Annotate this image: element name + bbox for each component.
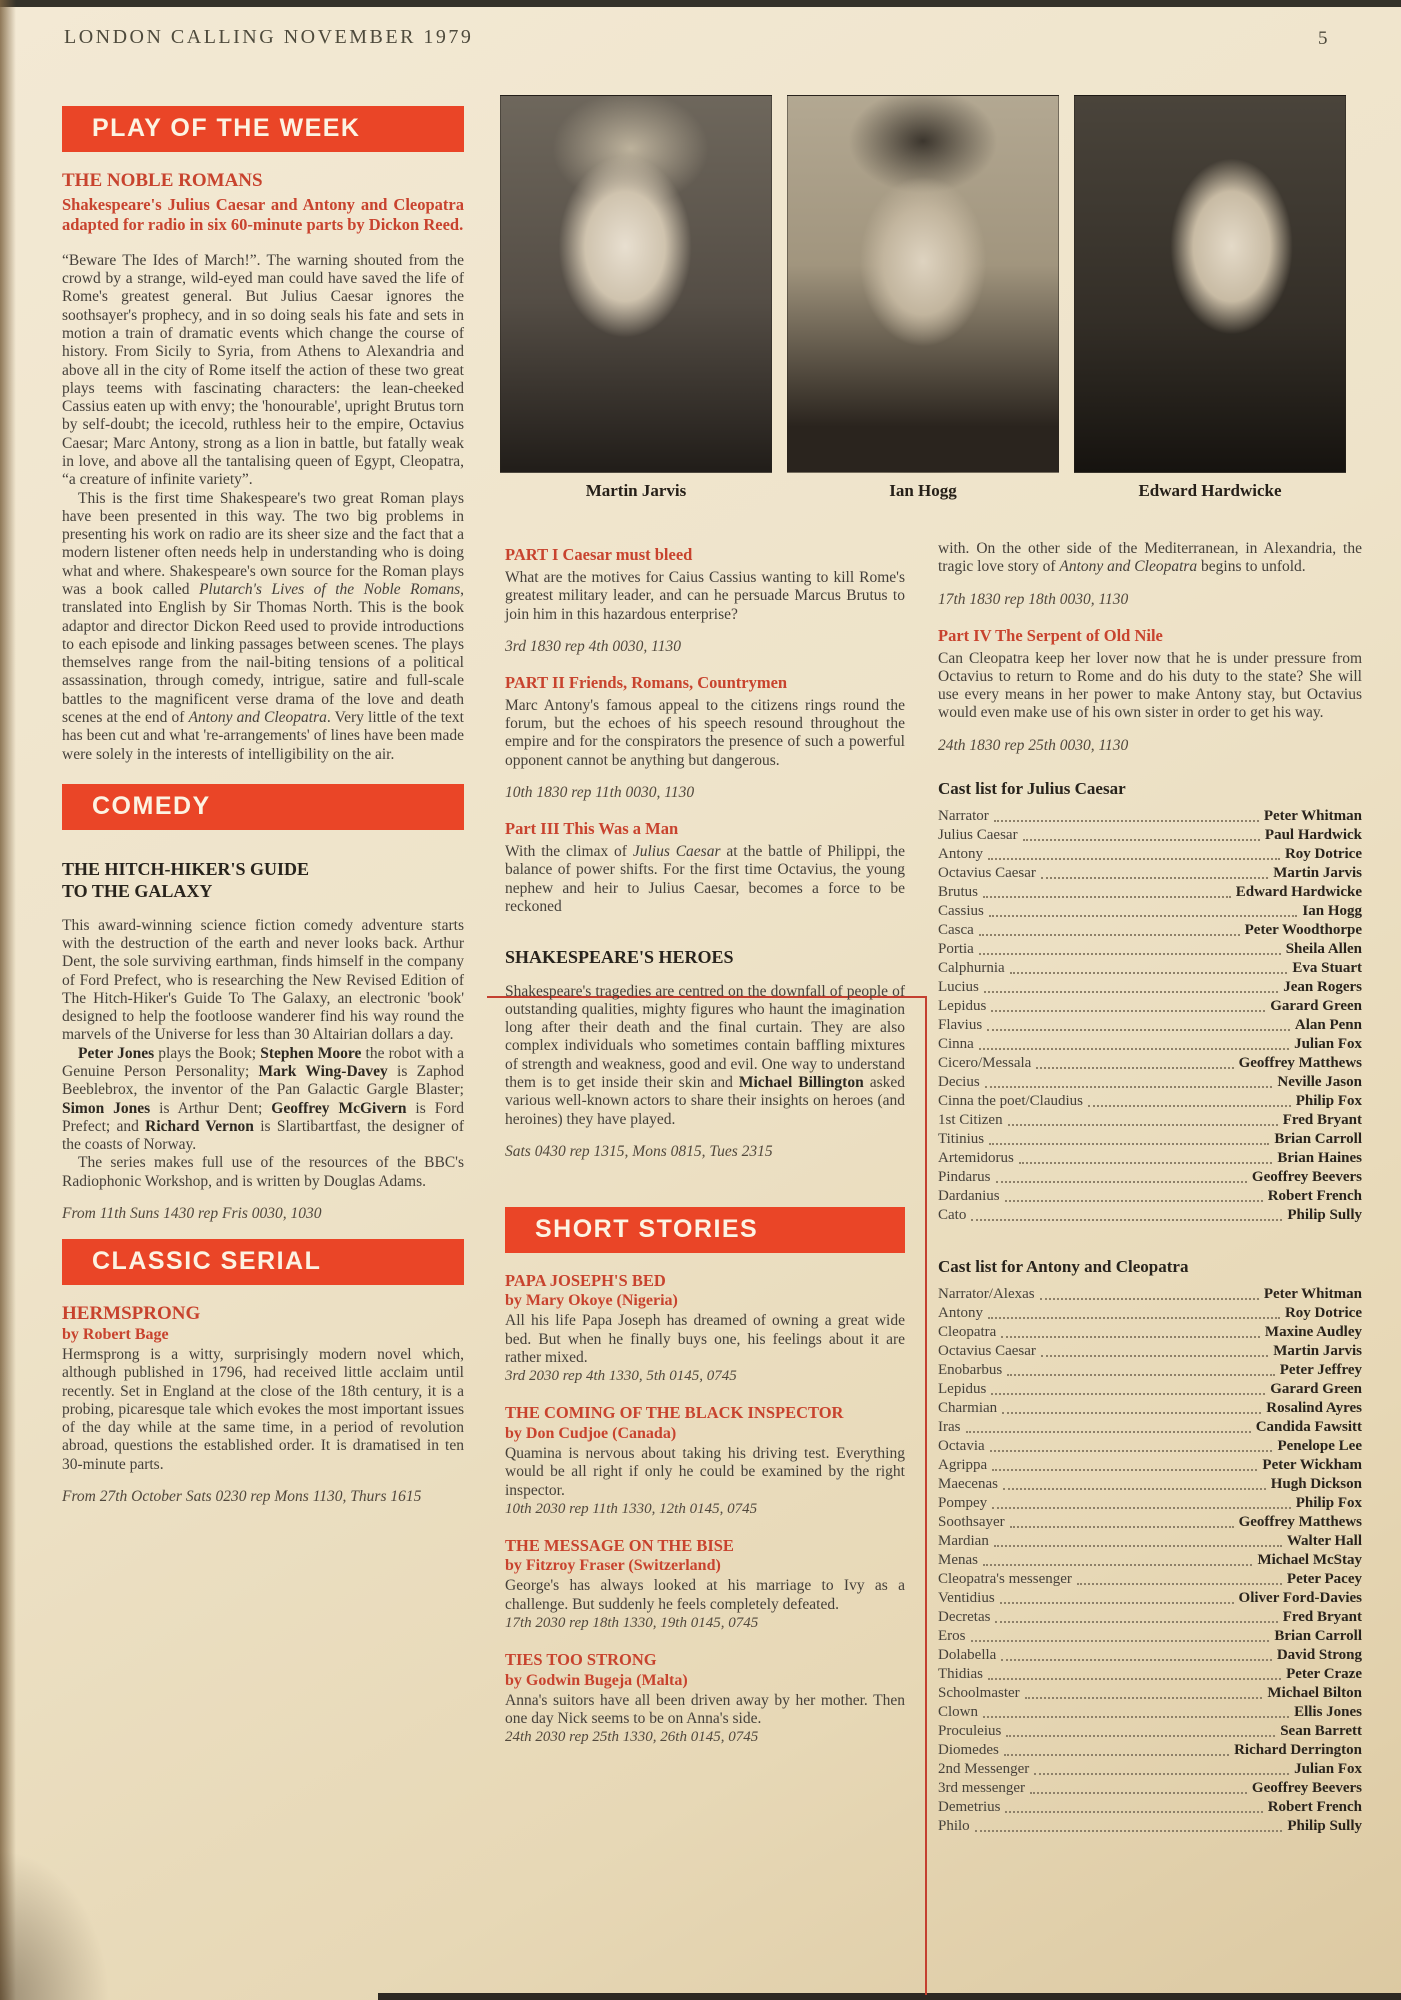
photo-caption: Edward Hardwicke	[1138, 481, 1282, 500]
cast-row: Philo Philip Sully	[938, 1817, 1362, 1834]
dotted-leader	[988, 1678, 1281, 1680]
cast-row: Mardian Walter Hall	[938, 1532, 1362, 1549]
photo-row	[500, 95, 1346, 501]
body-paragraph: “Beware The Ides of March!”. The warning shouted from the crowd by a strange, wild-eyed man could have saved the life of Rome's greatest general. But Julius Caesar ignores the soothsayer's prophecy, and in so doing seals his fate and sets in motion a train of dramatic events which change the course of history. From Sicily to Syria, from Athens to Alexandria and above all in the city of Rome itself the action of these two great plays teems with fascinating characters: the lean-cheeked Cassius eaten up with envy; the 'honourable', upright Brutus torn by self-doubt; the icecold, ruthless heir to the empire, Octavius Caesar; Marc Antony, strong as a lion in battle, but fatally weak in love, and above all the tantalising queen of Egypt, Cleopatra, “a creature of infinite variety”.	[62, 251, 464, 489]
cast-row: Pindarus Geoffrey Beevers	[938, 1168, 1362, 1185]
dotted-leader	[1005, 1200, 1263, 1202]
dotted-leader	[1040, 1298, 1259, 1300]
section-shakespeares-heroes	[505, 946, 905, 1161]
cast-row: Proculeius Sean Barrett	[938, 1722, 1362, 1739]
cast-row: Narrator/Alexas Peter Whitman	[938, 1285, 1362, 1302]
cast-row: Antony Roy Dotrice	[938, 845, 1362, 862]
dotted-leader	[1007, 1374, 1275, 1376]
cast-row: Charmian Rosalind Ayres	[938, 1399, 1362, 1416]
photo-caption: Ian Hogg	[889, 481, 957, 500]
dotted-leader	[987, 1029, 1290, 1031]
cast-row: Titinius Brian Carroll	[938, 1130, 1362, 1147]
cast-row: Calphurnia Eva Stuart	[938, 959, 1362, 976]
cast-row: Demetrius Robert French	[938, 1798, 1362, 1815]
page-number: 5	[1318, 28, 1328, 49]
body-paragraph: This award-winning science fiction comedy adventure starts with the destruction of the earth and never looks back. Arthur Dent, the sole surviving earthman, finds himself in the company of Ford Prefect, who is researching the New Revised Edition of The Hitch-Hiker's Guide To The Galaxy, an electronic 'book' designed to help the footloose wanderer find his way round the marvels of the Universe for less than 30 Altairian dollars a day.	[62, 916, 464, 1044]
episode-body-continuation: with. On the other side of the Mediterranean, in Alexandria, the tragic love story of Antony and Cleopatra begins to unfold.	[938, 540, 1362, 576]
story-body: Anna's suitors have all been driven away by her mother. Then one day Nick seems to be on Anna's side.	[505, 1691, 905, 1727]
story-title: THE COMING OF THE BLACK INSPECTOR	[505, 1403, 844, 1423]
programme-title: SHAKESPEARE'S HEROES	[505, 947, 734, 968]
cast-row: Decretas Fred Bryant	[938, 1608, 1362, 1625]
cast-row: Cicero/Messala Geoffrey Matthews	[938, 1054, 1362, 1071]
dotted-leader	[991, 1393, 1265, 1395]
dotted-leader	[1025, 1697, 1263, 1699]
cast-row: Octavius Caesar Martin Jarvis	[938, 864, 1362, 881]
dotted-leader	[988, 1317, 1280, 1319]
cast-row: Cinna the poet/Claudius Philip Fox	[938, 1092, 1362, 1109]
cast-row: Pompey Philip Fox	[938, 1494, 1362, 1511]
cast-row: Julius Caesar Paul Hardwick	[938, 826, 1362, 843]
dotted-leader	[984, 991, 1278, 993]
column-middle	[505, 545, 905, 1754]
story-byline: by Don Cudjoe (Canada)	[505, 1424, 677, 1442]
body-paragraph: Hermsprong is a witty, surprisingly modern novel which, although published in 1796, had received little acclaim until recently. Set in England at the close of the 18th century, it is a probing, picaresque tale which evokes the most important issues of the day while at the same time, in a period of revolution abroad, questions the established order. It is dramatised in ten 30-minute parts.	[62, 1346, 464, 1473]
portrait-image	[1074, 95, 1346, 473]
dotted-leader	[975, 1830, 1283, 1832]
photo-martin-jarvis	[500, 95, 772, 501]
dotted-leader	[1000, 1602, 1234, 1604]
photo-edward-hardwicke	[1074, 95, 1346, 501]
cast-row: Lepidus Garard Green	[938, 1380, 1362, 1397]
dotted-leader	[1006, 1735, 1275, 1737]
dotted-leader	[1002, 1412, 1261, 1414]
body-paragraph: Peter Jones plays the Book; Stephen Moore the robot with a Genuine Person Personality; Mark Wing-Davey is Zaphod Beeblebrox, the inventor of the Pan Galactic Gargle Blaster; Simon Jones is Arthur Dent; Geoffrey McGivern is Ford Prefect; and Richard Vernon is Slartibartfast, the designer of the coasts of Norway.	[62, 1044, 465, 1154]
cast-row: Dolabella David Strong	[938, 1646, 1362, 1663]
dotted-leader	[979, 934, 1240, 936]
running-head: LONDON CALLING NOVEMBER 1979	[64, 26, 474, 48]
banner-comedy: COMEDY	[62, 784, 464, 830]
broadcast-times: 24th 2030 rep 25th 1330, 26th 0145, 0745	[505, 1729, 759, 1746]
programme-byline: by Robert Bage	[62, 1326, 169, 1343]
cast-row: Eros Brian Carroll	[938, 1627, 1362, 1644]
dotted-leader	[979, 1048, 1289, 1050]
broadcast-times: 3rd 1830 rep 4th 0030, 1130	[505, 637, 681, 655]
short-story	[505, 1403, 905, 1517]
programme-title: THE HITCH-HIKER'S GUIDE TO THE GALAXY	[62, 858, 310, 902]
cast-row: Schoolmaster Michael Bilton	[938, 1684, 1362, 1701]
cast-row: Cassius Ian Hogg	[938, 902, 1362, 919]
cast-row: Iras Candida Fawsitt	[938, 1418, 1362, 1435]
dotted-leader	[985, 1086, 1273, 1088]
broadcast-times: 24th 1830 rep 25th 0030, 1130	[938, 736, 1129, 754]
cast-row: Lucius Jean Rogers	[938, 978, 1362, 995]
page-edge-left	[0, 0, 16, 2000]
body-paragraph: This is the first time Shakespeare's two great Roman plays have been presented in this way. The two big problems in presenting his work on radio are its sheer size and the fact that a modern listener often needs help in understanding who is doing what and where. Shakespeare's own source for the Roman plays was a book called Plutarch's Lives of the Noble Romans, translated into English by Sir Thomas North. This is the book adaptor and director Dickon Reed used to provide introductions to each episode and linking passages between scenes. The plays themselves range from the nail-biting tensions of a political assassination, through comedy, intrigue, satire and full-scale battles to the magnificent verse drama of the love and death scenes at the end of Antony and Cleopatra. Very little of the text has been cut and what 're-arrangements' of lines have been made were solely in the interests of intelligibility on the air.	[62, 489, 464, 763]
dotted-leader	[983, 1564, 1252, 1566]
dotted-leader	[992, 1507, 1291, 1509]
dotted-leader	[1001, 1659, 1272, 1661]
cast-row: Decius Neville Jason	[938, 1073, 1362, 1090]
page-corner-shadow	[0, 1850, 110, 2000]
episode-heading: PART I Caesar must bleed	[505, 545, 693, 564]
dotted-leader	[1034, 1773, 1289, 1775]
cast-row: Lepidus Garard Green	[938, 997, 1362, 1014]
story-title: TIES TOO STRONG	[505, 1649, 657, 1669]
banner-classic-serial: CLASSIC SERIAL	[62, 1239, 464, 1285]
cast-row: Soothsayer Geoffrey Matthews	[938, 1513, 1362, 1530]
dotted-leader	[1008, 1124, 1278, 1126]
body-paragraph: The series makes full use of the resources of the BBC's Radiophonic Workshop, and is written by Douglas Adams.	[62, 1154, 464, 1190]
page-edge-bottom	[378, 1993, 1401, 2000]
column-left	[62, 106, 464, 1522]
portrait-image	[500, 95, 772, 473]
dotted-leader	[1001, 1336, 1260, 1338]
dotted-leader	[1003, 1488, 1266, 1490]
banner-play-of-the-week: PLAY OF THE WEEK	[62, 106, 464, 152]
dotted-leader	[983, 1716, 1289, 1718]
dotted-leader	[995, 1621, 1277, 1623]
dotted-leader	[1077, 1583, 1282, 1585]
dotted-leader	[1023, 839, 1260, 841]
cast-row: Cinna Julian Fox	[938, 1035, 1362, 1052]
dotted-leader	[1010, 972, 1288, 974]
body-paragraph: Shakespeare's tragedies are centred on the downfall of people of outstanding qualities, mighty figures who haunt the imagination long after their death and the final curtain. They are also complex individuals who sometimes contain baffling mixtures of strength and weakness, good and evil. One way to understand them is to get inside their skin and Michael Billington asked various well-known actors to share their insights on heroes (and heroines) they have played.	[505, 982, 905, 1128]
article-standfirst: Shakespeare's Julius Caesar and Antony and Cleopatra adapted for radio in six 60-minute parts by Dickon Reed.	[62, 195, 464, 235]
banner-short-stories: SHORT STORIES	[505, 1207, 905, 1253]
column-right	[938, 540, 1362, 1836]
episode-heading: PART II Friends, Romans, Countrymen	[505, 672, 788, 692]
page-edge-top	[0, 0, 1401, 7]
dotted-leader	[979, 953, 1281, 955]
broadcast-times: From 11th Suns 1430 rep Fris 0030, 1030	[62, 1205, 322, 1222]
dotted-leader	[1041, 1355, 1268, 1357]
dotted-leader	[1088, 1105, 1291, 1107]
dotted-leader	[994, 820, 1259, 822]
short-story	[505, 1271, 905, 1385]
short-story	[505, 1536, 905, 1632]
dotted-leader	[988, 858, 1280, 860]
dotted-leader	[1036, 1067, 1233, 1069]
cast-row: Artemidorus Brian Haines	[938, 1149, 1362, 1166]
cast-row: Portia Sheila Allen	[938, 940, 1362, 957]
story-body: Quamina is nervous about taking his driving test. Everything would be all right if only he could be examined by the right inspector.	[505, 1444, 905, 1499]
story-body: All his life Papa Joseph has dreamed of owning a great wide bed. But when he finally buys one, his feelings about it are rather mixed.	[505, 1312, 905, 1367]
dotted-leader	[966, 1431, 1251, 1433]
cast-list-julius-caesar	[938, 807, 1362, 1225]
episode-heading: Part IV The Serpent of Old Nile	[938, 625, 1163, 645]
cast-row: Enobarbus Peter Jeffrey	[938, 1361, 1362, 1378]
cast-row: Clown Ellis Jones	[938, 1703, 1362, 1720]
cast-row: 1st Citizen Fred Bryant	[938, 1111, 1362, 1128]
photo-ian-hogg	[787, 95, 1059, 501]
cast-row: Antony Roy Dotrice	[938, 1304, 1362, 1321]
story-byline: by Godwin Bugeja (Malta)	[505, 1671, 688, 1689]
portrait-image	[787, 95, 1059, 473]
dotted-leader	[971, 1640, 1270, 1642]
story-byline: by Fitzroy Fraser (Switzerland)	[505, 1557, 721, 1575]
cast-row: Octavius Caesar Martin Jarvis	[938, 1342, 1362, 1359]
story-title: THE MESSAGE ON THE BISE	[505, 1535, 734, 1555]
cast-row: Ventidius Oliver Ford-Davies	[938, 1589, 1362, 1606]
cast-list-heading: Cast list for Julius Caesar	[938, 778, 1126, 798]
dotted-leader	[989, 915, 1298, 917]
dotted-leader	[991, 1010, 1265, 1012]
cast-list-heading: Cast list for Antony and Cleopatra	[938, 1256, 1189, 1276]
broadcast-times: Sats 0430 rep 1315, Mons 0815, Tues 2315	[505, 1142, 773, 1160]
cast-list-antony-cleopatra	[938, 1285, 1362, 1836]
cast-row: Maecenas Hugh Dickson	[938, 1475, 1362, 1492]
dotted-leader	[1041, 877, 1268, 879]
dotted-leader	[990, 1450, 1273, 1452]
dotted-leader	[996, 1181, 1247, 1183]
broadcast-times: 10th 2030 rep 11th 1330, 12th 0145, 0745	[505, 1500, 758, 1517]
dotted-leader	[1030, 1792, 1247, 1794]
cast-row: Cleopatra Maxine Audley	[938, 1323, 1362, 1340]
episode-body: Can Cleopatra keep her lover now that he is under pressure from Octavius to return to Rome and do his duty to the state? She will use every means in her power to make Antony stay, but Octavius would even make use of his own sister in order to get his way.	[938, 649, 1362, 722]
dotted-leader	[992, 1469, 1257, 1471]
broadcast-times: 17th 2030 rep 18th 1330, 19th 0145, 0745	[505, 1614, 759, 1631]
dotted-leader	[994, 1545, 1282, 1547]
dotted-leader	[1019, 1162, 1273, 1164]
story-body: George's has always looked at his marriage to Ivy as a challenge. But suddenly he feels completely defeated.	[505, 1577, 905, 1613]
dotted-leader	[989, 1143, 1269, 1145]
dotted-leader	[1010, 1526, 1234, 1528]
photo-caption: Martin Jarvis	[585, 481, 687, 500]
cast-row: 2nd Messenger Julian Fox	[938, 1760, 1362, 1777]
cast-row: Octavia Penelope Lee	[938, 1437, 1362, 1454]
broadcast-times: 10th 1830 rep 11th 0030, 1130	[505, 783, 695, 801]
story-byline: by Mary Okoye (Nigeria)	[505, 1292, 678, 1310]
broadcast-times: 3rd 2030 rep 4th 1330, 5th 0145, 0745	[505, 1368, 737, 1385]
cast-row: Dardanius Robert French	[938, 1187, 1362, 1204]
dotted-leader	[1005, 1811, 1262, 1813]
episode-body: Marc Antony's famous appeal to the citizens rings round the forum, but the echoes of his speech resound throughout the empire and for the conspirators the presence of such a powerful opponent cannot be anything but dangerous.	[505, 696, 905, 769]
programme-title: HERMSPRONG	[62, 1303, 201, 1324]
cast-row: Flavius Alan Penn	[938, 1016, 1362, 1033]
article-title: THE NOBLE ROMANS	[62, 170, 263, 191]
dotted-leader	[983, 896, 1231, 898]
dotted-leader	[971, 1219, 1282, 1221]
cast-row: Brutus Edward Hardwicke	[938, 883, 1362, 900]
cast-row: Narrator Peter Whitman	[938, 807, 1362, 824]
cast-row: Cato Philip Sully	[938, 1206, 1362, 1223]
broadcast-times: 17th 1830 rep 18th 0030, 1130	[938, 590, 1129, 608]
cast-row: Cleopatra's messenger Peter Pacey	[938, 1570, 1362, 1587]
cast-row: Agrippa Peter Wickham	[938, 1456, 1362, 1473]
broadcast-times: From 27th October Sats 0230 rep Mons 1130, Thurs 1615	[62, 1487, 422, 1505]
cast-row: Casca Peter Woodthorpe	[938, 921, 1362, 938]
story-title: PAPA JOSEPH'S BED	[505, 1270, 666, 1290]
cast-row: Thidias Peter Craze	[938, 1665, 1362, 1682]
episode-body: What are the motives for Caius Cassius wanting to kill Rome's greatest military leader, and can he persuade Marcus Brutus to join him in this hazardous enterprise?	[505, 569, 905, 623]
cast-row: Menas Michael McStay	[938, 1551, 1362, 1568]
dotted-leader	[1004, 1754, 1229, 1756]
short-story	[505, 1650, 905, 1746]
episode-body: With the climax of Julius Caesar at the battle of Philippi, the balance of power shifts. For the first time Octavius, the young nephew and heir to Julius Caesar, becomes a force to be reckoned	[505, 842, 905, 915]
cast-row: 3rd messenger Geoffrey Beevers	[938, 1779, 1362, 1796]
cast-row: Diomedes Richard Derrington	[938, 1741, 1362, 1758]
episode-heading: Part III This Was a Man	[505, 818, 679, 838]
